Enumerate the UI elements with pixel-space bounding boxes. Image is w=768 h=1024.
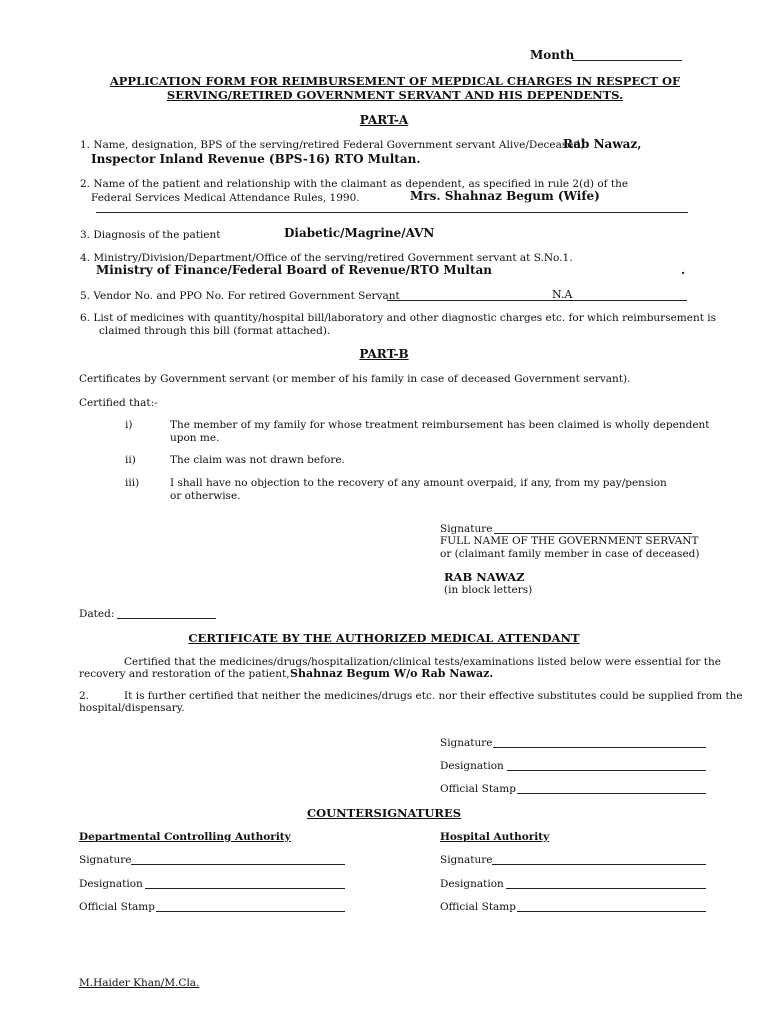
item5-field[interactable] <box>387 300 687 301</box>
medical-para2-num: 2. <box>79 690 90 702</box>
medical-para1-line1: Certified that the medicines/drugs/hospitalization/clinical tests/examinations listed below were essential for the <box>124 656 721 668</box>
form-title-line1: APPLICATION FORM FOR REIMBURSEMENT OF MEPDICAL CHARGES IN RESPECT OF <box>109 74 681 88</box>
cert-item-text-cont: or otherwise. <box>170 490 241 502</box>
item3-label: 3. Diagnosis of the patient <box>80 229 221 241</box>
hosp-stamp-field[interactable] <box>517 911 706 912</box>
hosp-stamp-label: Official Stamp <box>440 901 516 913</box>
dept-signature-field[interactable] <box>131 864 345 865</box>
patient-value: Shahnaz Begum W/o Rab Nawaz. <box>290 667 494 680</box>
cert-item-text: The claim was not drawn before. <box>170 454 345 466</box>
claimant-note: or (claimant family member in case of deceased) <box>440 548 700 560</box>
full-name-label: FULL NAME OF THE GOVERNMENT SERVANT <box>440 535 699 547</box>
part-b-intro: Certificates by Government servant (or member of his family in case of deceased Government servant). <box>79 373 631 385</box>
cert-item-text: The member of my family for whose treatment reimbursement has been claimed is wholly dependent <box>170 419 710 431</box>
item1-value-designation: Inspector Inland Revenue (BPS-16) RTO Multan. <box>91 152 421 166</box>
dated-label: Dated: <box>79 608 115 620</box>
dated-field[interactable] <box>117 618 216 619</box>
part-b-heading: PART-B <box>359 347 409 361</box>
hosp-designation-label: Designation <box>440 878 504 890</box>
ama-stamp-label: Official Stamp <box>440 783 516 795</box>
medical-para2-line2: hospital/dispensary. <box>79 702 185 714</box>
certified-that: Certified that:- <box>79 397 158 409</box>
block-letters-note: (in block letters) <box>444 584 533 596</box>
month-field[interactable] <box>572 60 682 61</box>
departmental-authority-title: Departmental Controlling Authority <box>79 831 291 843</box>
dept-designation-label: Designation <box>79 878 143 890</box>
dept-stamp-field[interactable] <box>156 911 345 912</box>
item4-value: Ministry of Finance/Federal Board of Revenue/RTO Multan <box>96 263 492 277</box>
ama-designation-label: Designation <box>440 760 504 772</box>
cert-item-num: iii) <box>125 477 140 489</box>
item3-value: Diabetic/Magrine/AVN <box>284 226 435 240</box>
item5-label: 5. Vendor No. and PPO No. For retired Government Servant <box>80 290 400 302</box>
medical-certificate-heading: CERTIFICATE BY THE AUTHORIZED MEDICAL ATTENDANT <box>188 631 580 645</box>
hosp-signature-field[interactable] <box>492 864 706 865</box>
item1-label: 1. Name, designation, BPS of the serving/retired Federal Government servant Alive/Deceased) <box>80 139 585 151</box>
cert-item-text-cont: upon me. <box>170 432 220 444</box>
ama-stamp-field[interactable] <box>517 793 706 794</box>
item6-label-line2: claimed through this bill (format attached). <box>99 325 331 337</box>
item5-value: N.A <box>552 288 573 301</box>
gs-name-value: RAB NAWAZ <box>444 570 525 584</box>
cert-item-num: ii) <box>125 454 136 466</box>
item2-label-line2: Federal Services Medical Attendance Rules, 1990. <box>91 192 360 204</box>
item4-dot: . <box>681 263 686 277</box>
medical-para2-line1: It is further certified that neither the medicines/drugs etc. nor their effective substitutes could be supplied from the <box>124 690 743 702</box>
item2-label-line1: 2. Name of the patient and relationship with the claimant as dependent, as specified in rule 2(d) of the <box>80 178 629 190</box>
item2-value: Mrs. Shahnaz Begum (Wife) <box>410 189 600 203</box>
footer-reference: M.Haider Khan/M.Cla. <box>79 977 200 989</box>
part-a-heading: PART-A <box>359 113 409 127</box>
item2-underline <box>96 212 688 213</box>
dept-designation-field[interactable] <box>145 888 345 889</box>
item1-value-name: Rab Nawaz, <box>563 137 642 151</box>
item6-label-line1: 6. List of medicines with quantity/hospital bill/laboratory and other diagnostic charges etc. for which reimbursement is <box>80 312 717 324</box>
hospital-authority-title: Hospital Authority <box>440 831 550 843</box>
item4-label: 4. Ministry/Division/Department/Office of the serving/retired Government servant at S.No.1. <box>80 252 573 264</box>
ama-signature-label: Signature <box>440 737 493 749</box>
medical-para1-line2: recovery and restoration of the patient, <box>79 668 290 680</box>
gs-signature-field[interactable] <box>494 533 692 534</box>
dept-signature-label: Signature <box>79 854 132 866</box>
ama-signature-field[interactable] <box>493 747 706 748</box>
ama-designation-field[interactable] <box>507 770 706 771</box>
countersignatures-heading: COUNTERSIGNATURES <box>306 806 462 820</box>
month-label: Month <box>530 48 575 62</box>
cert-item-num: i) <box>125 419 133 431</box>
cert-item-text: I shall have no objection to the recovery of any amount overpaid, if any, from my pay/pension <box>170 477 667 489</box>
hosp-signature-label: Signature <box>440 854 493 866</box>
form-title-line2: SERVING/RETIRED GOVERNMENT SERVANT AND HIS DEPENDENTS. <box>166 88 624 102</box>
dept-stamp-label: Official Stamp <box>79 901 155 913</box>
hosp-designation-field[interactable] <box>506 888 706 889</box>
gs-signature-label: Signature <box>440 523 493 535</box>
